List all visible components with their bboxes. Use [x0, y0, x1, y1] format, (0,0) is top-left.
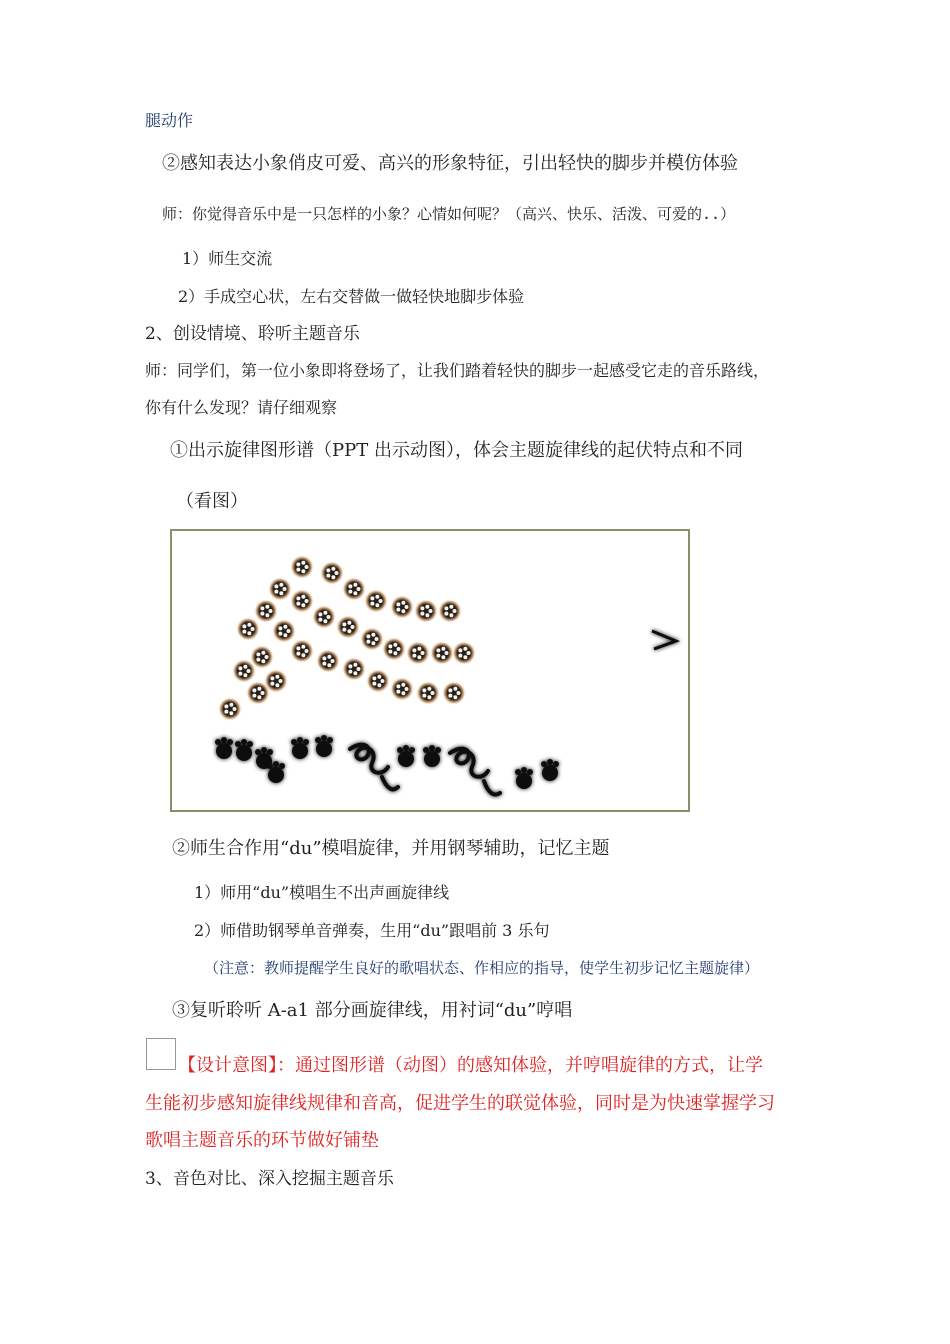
flower-paw-icon	[442, 681, 466, 705]
flower-paw-icon	[390, 677, 414, 701]
flower-paw-icon	[342, 577, 366, 601]
flower-paw-icon	[414, 599, 438, 623]
text-line-4: 1）师生交流	[182, 249, 273, 268]
black-paw-icon	[291, 737, 309, 759]
melody-graph-canvas	[172, 531, 688, 810]
arrow-icon	[502, 629, 676, 649]
text-line-15: ③复听聆听 A-a1 部分画旋律线，用衬词“du”哼唱	[172, 1000, 573, 1021]
text-line-3: 师：你觉得音乐中是一只怎样的小象？心情如何呢？（高兴、快乐、活泼、可爱的..）	[162, 205, 736, 223]
flower-paw-icon	[316, 649, 340, 673]
black-paw-icon	[235, 739, 253, 761]
flower-paw-icon	[452, 641, 476, 665]
flower-paw-icon	[438, 599, 462, 623]
flower-paw-icon	[360, 627, 384, 651]
flower-paw-icon	[290, 639, 314, 663]
flower-paw-icon	[290, 589, 314, 613]
black-paw-icon	[315, 735, 333, 757]
flower-paw-icon	[416, 681, 440, 705]
flower-paw-icon	[342, 657, 366, 681]
design-intent-line-2: 生能初步感知旋律线规律和音高，促进学生的联觉体验，同时是为快速掌握学习	[145, 1093, 775, 1114]
black-paw-icon	[423, 745, 441, 767]
design-intent-line-1: 【设计意图】：通过图形谱（动图）的感知体验，并哼唱旋律的方式，让学	[178, 1055, 763, 1076]
checkbox[interactable]	[146, 1038, 176, 1070]
flower-paw-icon	[236, 617, 260, 641]
black-paw-icon	[267, 761, 285, 783]
black-paw-icon	[215, 737, 233, 759]
flower-paw-icon	[390, 595, 414, 619]
flower-paw-icon	[366, 669, 390, 693]
text-line-8: 你有什么发现？请仔细观察	[145, 398, 338, 417]
text-line-7: 师：同学们，第一位小象即将登场了，让我们踏着轻快的脚步一起感受它走的音乐路线，	[145, 361, 770, 380]
flower-paw-icon	[254, 599, 278, 623]
text-line-12: 1）师用“du”模唱生不出声画旋律线	[194, 883, 450, 902]
text-line-13: 2）师借助钢琴单音弹奏，生用“du”跟唱前 3 乐句	[194, 921, 550, 940]
section-heading-3: 3、音色对比、深入挖掘主题音乐	[145, 1169, 394, 1189]
flower-paw-icon	[406, 641, 430, 665]
black-paw-icon	[541, 759, 559, 781]
black-paw-icon	[515, 767, 533, 789]
section-heading-2: 2、创设情境、聆听主题音乐	[145, 324, 360, 344]
text-line-9: ①出示旋律图形谱（PPT 出示动图），体会主题旋律线的起伏特点和不同	[170, 440, 743, 461]
flower-paw-icon	[364, 589, 388, 613]
flower-paw-icon	[312, 605, 336, 629]
text-line-2: ②感知表达小象俏皮可爱、高兴的形象特征，引出轻快的脚步并模仿体验	[162, 153, 738, 174]
text-line-11: ②师生合作用“du”模唱旋律，并用钢琴辅助，记忆主题	[172, 838, 610, 859]
melody-graph-figure	[170, 529, 690, 812]
text-line-1: 腿动作	[145, 111, 194, 130]
flower-paw-icon	[290, 555, 314, 579]
black-paw-icon	[397, 745, 415, 767]
text-line-10: （看图）	[176, 491, 248, 512]
flower-paw-icon	[218, 697, 242, 721]
flower-paw-icon	[320, 561, 344, 585]
squiggle-icon	[450, 749, 500, 795]
flower-paw-icon	[336, 615, 360, 639]
flower-paw-icon	[272, 619, 296, 643]
text-line-5: 2）手成空心状，左右交替做一做轻快地脚步体验	[178, 287, 525, 306]
flower-paw-icon	[430, 641, 454, 665]
flower-paw-icon	[268, 577, 292, 601]
squiggle-icon	[350, 745, 398, 790]
design-intent-line-3: 歌唱主题音乐的环节做好铺垫	[145, 1130, 379, 1151]
flower-paw-icon	[246, 681, 270, 705]
flower-paw-icon	[382, 637, 406, 661]
flower-paw-icon	[250, 645, 274, 669]
note-line: （注意：教师提醒学生良好的歌唱状态、作相应的指导，使学生初步记忆主题旋律）	[204, 959, 760, 977]
